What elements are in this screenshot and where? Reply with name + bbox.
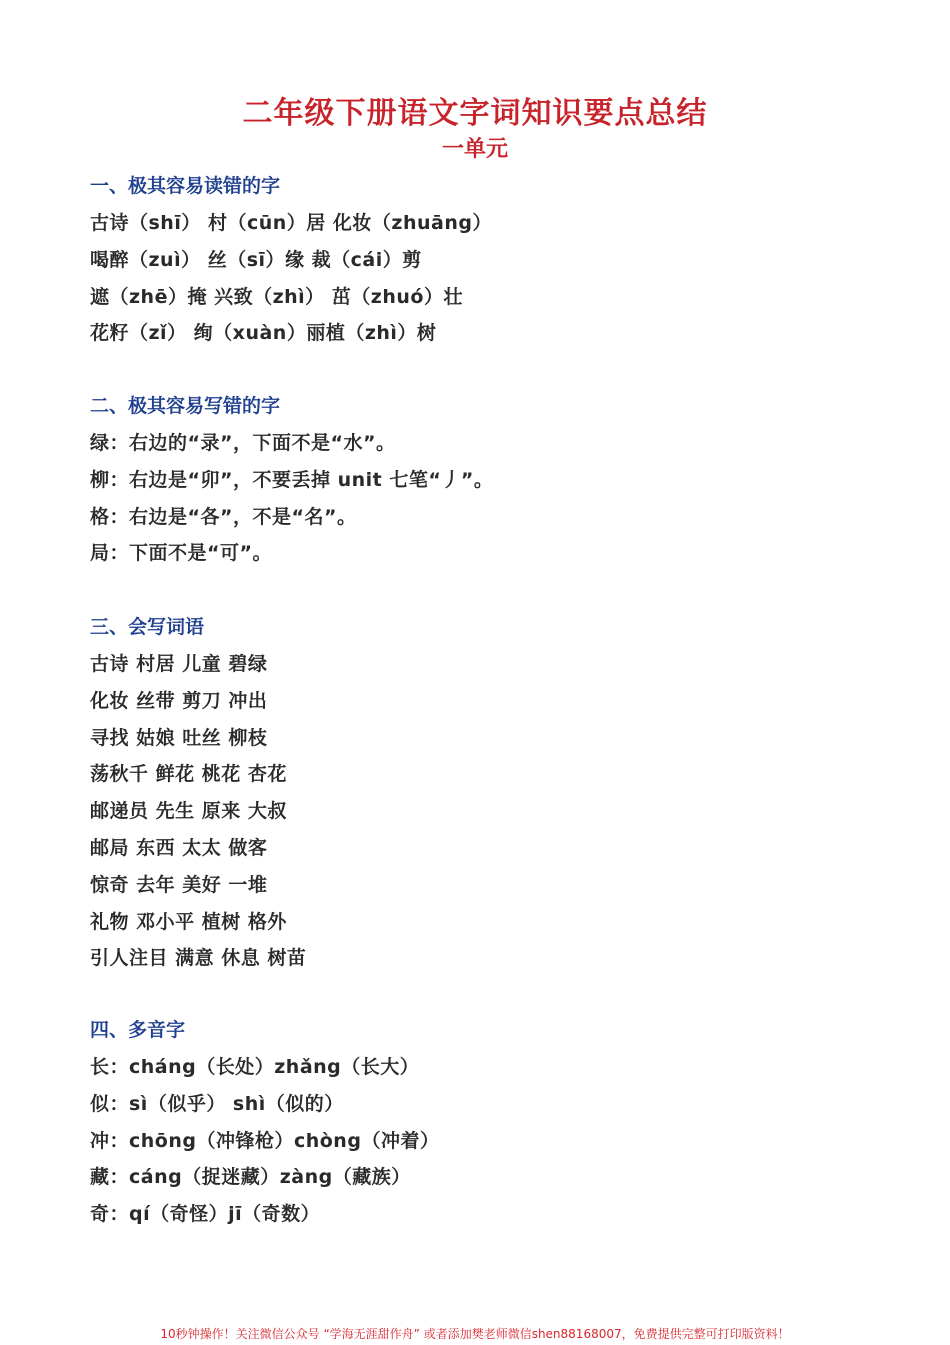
text-line: 长：cháng（长处）zhǎng（长大）: [90, 1056, 420, 1078]
text-line: 绿：右边的“录”，下面不是“水”。: [90, 432, 396, 454]
text-line: 邮局 东西 太太 做客: [90, 836, 268, 859]
section-writing-words: [90, 614, 890, 977]
text-line: 遮（zhē）掩 兴致（zhì） 茁（zhuó）壮: [90, 285, 463, 308]
text-line: 藏：cáng（捉迷藏）zàng（藏族）: [90, 1166, 411, 1189]
document-title: 二年级下册语文字词知识要点总结: [242, 96, 708, 131]
text-line: 古诗 村居 儿童 碧绿: [90, 653, 268, 675]
text-line: 似：sì（似乎） shì（似的）: [90, 1092, 344, 1115]
text-line: 荡秋千 鲜花 桃花 杏花: [90, 763, 287, 786]
text-line: 引人注目 满意 休息 树苗: [90, 947, 307, 970]
text-line: 柳：右边是“卯”，不要丢掉 unit 七笔“丿”。: [90, 468, 494, 491]
section-miswritten-characters: [90, 393, 890, 572]
section-heading: 二、极其容易写错的字: [90, 395, 281, 417]
text-line: 化妆 丝带 剪刀 冲出: [90, 689, 268, 712]
text-line: 奇：qí（奇怪）jī（奇数）: [90, 1203, 321, 1226]
promo-footer: 10秒钟操作！关注微信公众号 “学海无涯甜作舟” 或者添加樊老师微信shen88168007，免费提供完整可打印版资料！: [160, 1327, 790, 1341]
text-line: 古诗（shī） 村（cūn）居 化妆（zhuāng）: [90, 212, 492, 234]
document-subtitle: 一单元: [441, 137, 508, 162]
section-misread-characters: [90, 173, 890, 352]
text-line: 寻找 姑娘 吐丝 柳枝: [90, 726, 268, 749]
text-line: 礼物 邓小平 植树 格外: [90, 910, 287, 933]
text-line: 格：右边是“各”，不是“名”。: [90, 505, 357, 528]
section-heading: 三、会写词语: [90, 616, 205, 638]
section-polyphonic-characters: [90, 1017, 890, 1233]
text-line: 局：下面不是“可”。: [90, 542, 272, 565]
text-line: 邮递员 先生 原来 大叔: [90, 800, 287, 823]
section-heading: 四、多音字: [90, 1019, 186, 1041]
text-line: 花籽（zǐ） 绚（xuàn）丽植（zhì）树: [90, 322, 437, 345]
text-line: 冲：chōng（冲锋枪）chòng（冲着）: [90, 1129, 440, 1152]
text-line: 喝醉（zuì） 丝（sī）缘 裁（cái）剪: [90, 248, 422, 271]
section-heading: 一、极其容易读错的字: [90, 175, 281, 197]
text-line: 惊奇 去年 美好 一堆: [90, 873, 268, 896]
